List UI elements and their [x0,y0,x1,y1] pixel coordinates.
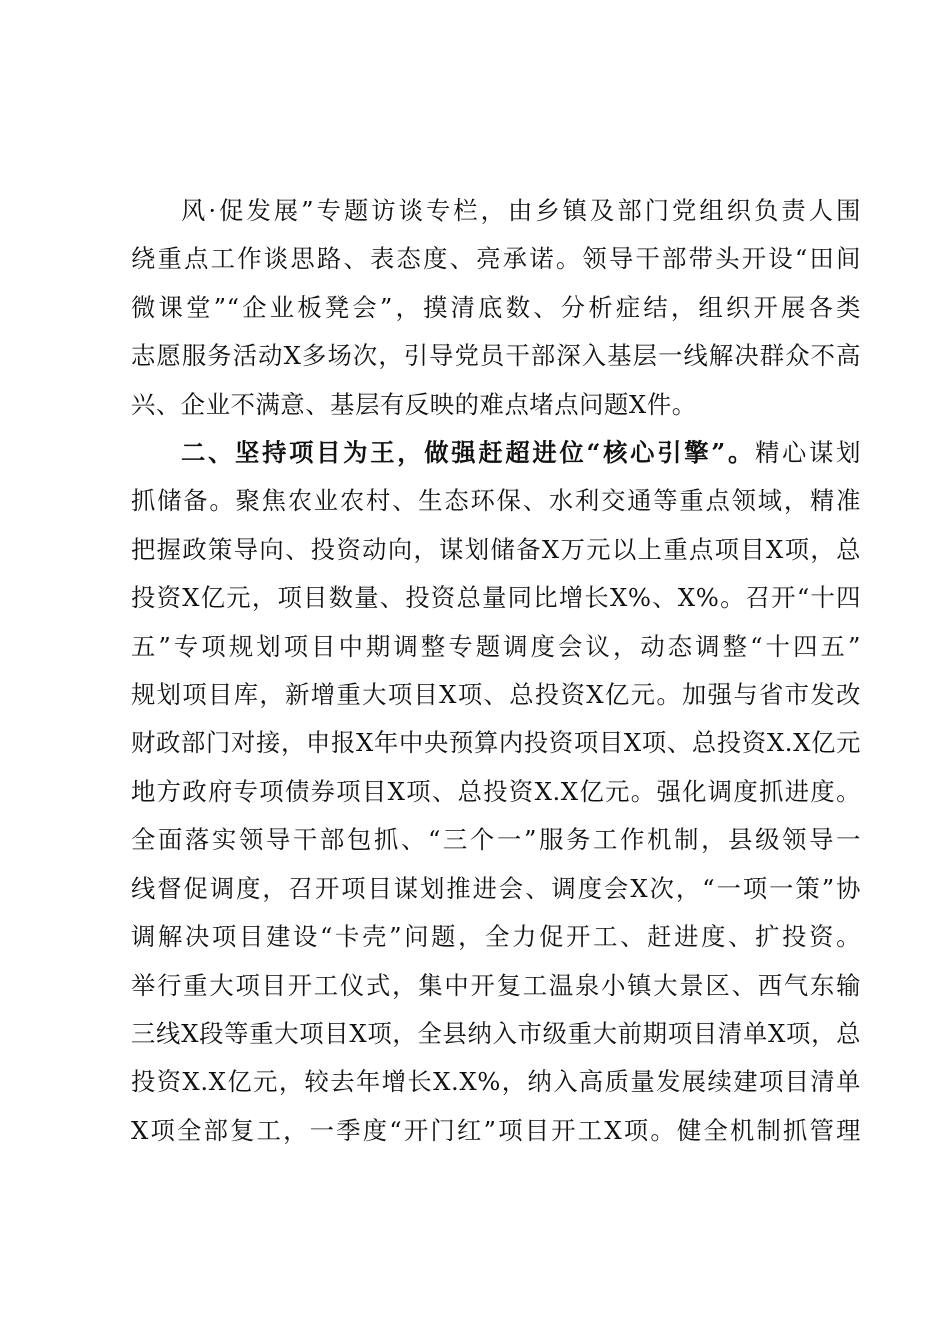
paragraph-2-line-2: 抓储备。聚焦农业农村、生态环保、水利交通等重点领域，精准 [131,486,861,516]
document-body [131,187,861,1155]
paragraph-2-line-6: 规划项目库，新增重大项目X项、总投资X亿元。加强与省市发改 [131,680,861,710]
paragraph-1-line-4: 志愿服务活动X多场次，引导党员干部深入基层一线解决群众不高 [131,341,861,371]
section-heading: 二、坚持项目为王，做强赶超进位“核心引擎”。 [181,438,756,468]
paragraph-1-line-5: 兴、企业不满意、基层有反映的难点堵点问题X件。 [131,389,697,419]
paragraph-2-line-12: 举行重大项目开工仪式，集中开复工温泉小镇大景区、西气东输 [131,970,861,1000]
paragraph-2-line-5: 五”专项规划项目中期调整专题调度会议，动态调整“十四五” [131,631,861,661]
paragraph-2-line-13: 三线X段等重大项目X项，全县纳入市级重大前期项目清单X项，总 [131,1018,861,1048]
paragraph-2 [131,429,861,1155]
paragraph-1-line-2: 绕重点工作谈思路、表态度、亮承诺。领导干部带头开设“田间 [131,244,861,274]
paragraph-2-line-11: 调解决项目建设“卡壳”问题，全力促开工、赶进度、扩投资。 [131,922,861,952]
paragraph-2-line-14: 投资X.X亿元，较去年增长X.X%，纳入高质量发展续建项目清单 [131,1067,861,1097]
paragraph-2-line-8: 地方政府专项债券项目X项、总投资X.X亿元。强化调度抓进度。 [131,776,861,806]
paragraph-2-line-1 [131,429,861,477]
paragraph-2-line-10: 线督促调度，召开项目谋划推进会、调度会X次，“一项一策”协 [131,873,861,903]
paragraph-2-line-7: 财政部门对接，申报X年中央预算内投资项目X项、总投资X.X亿元 [131,728,861,758]
paragraph-1-line-3: 微课堂”“企业板凳会”，摸清底数、分析症结，组织开展各类 [131,292,861,322]
paragraph-2-line-1-rest: 精心谋划 [755,438,862,468]
paragraph-1-line-1: 风·促发展”专题访谈专栏，由乡镇及部门党组织负责人围 [181,196,861,225]
paragraph-2-line-15: X项全部复工，一季度“开门红”项目开工X项。健全机制抓管理 [131,1115,861,1145]
paragraph-2-line-9: 全面落实领导干部包抓、“三个一”服务工作机制，县级领导一 [131,825,861,855]
paragraph-2-line-4: 投资X亿元，项目数量、投资总量同比增长X%、X%。召开“十四 [131,583,861,613]
paragraph-1 [131,187,861,429]
paragraph-2-line-3: 把握政策导向、投资动向，谋划储备X万元以上重点项目X项，总 [131,534,861,564]
